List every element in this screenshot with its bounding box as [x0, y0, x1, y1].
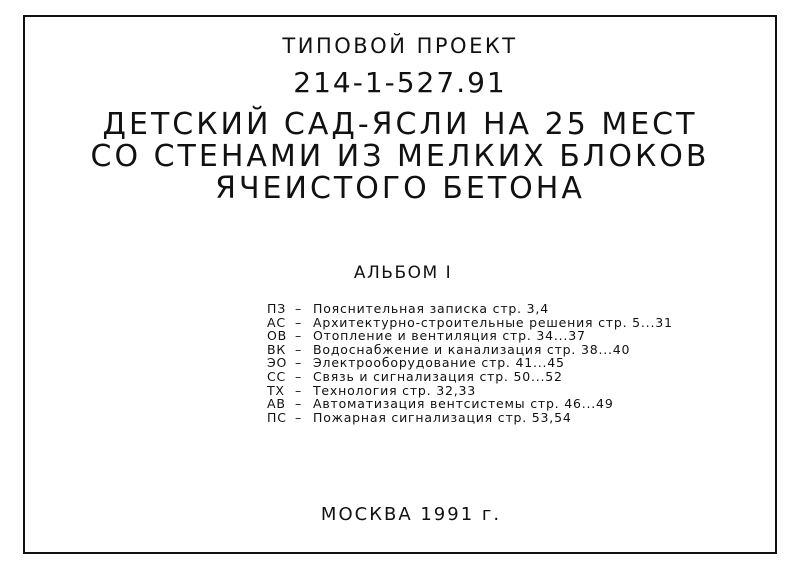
contents-item [267, 343, 673, 357]
section-code: ТХ [267, 382, 285, 398]
contents-item [267, 316, 673, 330]
section-code: ПЗ [267, 301, 287, 316]
project-number: 214-1-527.91 [293, 66, 507, 99]
section-dash: – [295, 314, 303, 330]
section-dash: – [295, 368, 303, 384]
title-line-2: СО СТЕНАМИ ИЗ МЕЛКИХ БЛОКОВ [90, 139, 710, 174]
section-code: ПС [267, 409, 287, 425]
section-text: Водоснабжение и канализация стр. 38...40 [313, 341, 631, 357]
section-text: Пожарная сигнализация стр. 53,54 [313, 409, 572, 425]
section-code: АВ [267, 396, 286, 412]
section-dash: – [295, 301, 303, 316]
section-code: СС [267, 368, 287, 384]
section-dash: – [295, 341, 303, 357]
contents-item [267, 370, 673, 384]
section-text: Электрооборудование стр. 41...45 [313, 355, 565, 371]
section-text: Архитектурно-строительные решения стр. 5...31 [313, 314, 673, 330]
contents-item [267, 411, 673, 425]
section-code: АС [267, 314, 286, 330]
album-label: АЛЬБОМ I [353, 263, 453, 283]
series-label: ТИПОВОЙ ПРОЕКТ [282, 34, 518, 58]
contents-item [267, 397, 673, 411]
section-dash: – [295, 355, 303, 371]
section-text: Технология стр. 32,33 [313, 382, 476, 398]
section-dash: – [295, 409, 303, 425]
title-line-1: ДЕТСКИЙ САД-ЯСЛИ НА 25 МЕСТ [102, 107, 698, 142]
contents-item [267, 384, 673, 398]
section-text: Связь и сигнализация стр. 50...52 [313, 368, 563, 384]
section-code: ВК [267, 341, 287, 357]
section-text: Пояснительная записка стр. 3,4 [313, 301, 549, 316]
place-year: МОСКВА 1991 г. [320, 504, 502, 525]
contents-item [267, 356, 673, 370]
section-dash: – [295, 382, 303, 398]
section-text: Автоматизация вентсистемы стр. 46...49 [313, 396, 614, 412]
section-text: Отопление и вентиляция стр. 34...37 [313, 328, 586, 344]
section-code: ЭО [267, 355, 288, 371]
contents-list [267, 302, 673, 424]
contents-item [267, 329, 673, 343]
title-line-3: ЯЧЕИСТОГО БЕТОНА [215, 171, 585, 206]
section-dash: – [295, 396, 303, 412]
section-dash: – [295, 328, 303, 344]
contents-item [267, 302, 673, 316]
section-code: ОВ [267, 328, 288, 344]
